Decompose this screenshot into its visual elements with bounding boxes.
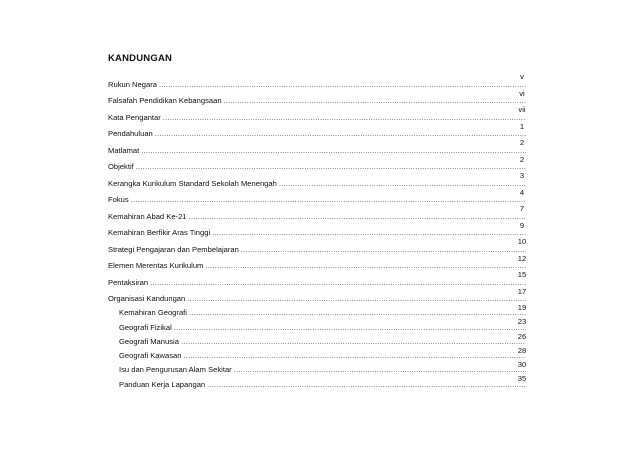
leader-dots	[189, 212, 526, 221]
toc-sub-entry-page: 35	[517, 374, 527, 384]
toc-entry[interactable]	[108, 138, 528, 155]
toc-entry[interactable]	[108, 171, 528, 188]
toc-sub-entry-page: 30	[517, 360, 527, 370]
toc-entry-page: 15	[517, 270, 527, 279]
toc-entry[interactable]	[108, 188, 528, 205]
leader-dots	[155, 129, 526, 138]
toc-entry-label: Organisasi Kandungan	[108, 294, 186, 303]
toc-sub-entry-label: Isu dan Pengurusan Alam Sekitar	[119, 365, 232, 375]
toc-entry[interactable]	[108, 122, 528, 139]
toc-entry-page: v	[520, 72, 524, 81]
toc-entry[interactable]	[108, 204, 528, 221]
leader-dots	[159, 80, 526, 89]
leader-dots	[174, 323, 526, 332]
toc-entry[interactable]	[108, 105, 528, 122]
toc-sub-entry-page: 23	[517, 317, 527, 327]
toc-entry-page: 9	[519, 220, 525, 230]
toc-sub-entry-page: 26	[517, 331, 527, 341]
toc-sub-entry[interactable]	[108, 360, 528, 374]
leader-dots	[205, 261, 526, 270]
toc-sub-entry[interactable]	[108, 317, 528, 331]
leader-dots	[224, 96, 526, 105]
leader-dots	[189, 308, 526, 317]
toc-sub-entry-page: 19	[517, 303, 527, 312]
leader-dots	[183, 351, 526, 360]
leader-dots	[131, 195, 526, 204]
toc-sub-entry-label: Panduan Kerja Lapangan	[119, 379, 206, 389]
toc-entry-page: 1	[519, 121, 525, 131]
toc-entry-label: Kata Pengantar	[108, 112, 161, 122]
toc-sub-entry-label: Geografi Fizikal	[119, 322, 172, 332]
toc-sub-entry-label: Geografi Kawasan	[119, 351, 182, 361]
leader-dots	[212, 228, 526, 237]
toc-entry[interactable]	[108, 155, 528, 172]
toc-entry[interactable]	[108, 254, 528, 271]
toc-entry-page: 17	[517, 286, 527, 296]
leader-dots	[181, 337, 526, 346]
toc-entry-label: Pentaksiran	[108, 277, 149, 287]
toc-entry-label: Kemahiran Berfikir Aras Tinggi	[108, 228, 211, 237]
toc-entry-label: Rukun Negara	[108, 79, 157, 89]
toc-entry-label: Matlamat	[108, 145, 140, 155]
toc-entry-page: 12	[517, 253, 527, 263]
toc-entry[interactable]	[108, 237, 528, 254]
toc-sub-entry-label: Kemahiran Geografi	[119, 308, 187, 318]
leader-dots	[241, 245, 526, 254]
toc-entry-page: 2	[519, 154, 525, 164]
toc-entry-page: 7	[519, 204, 525, 213]
toc-entry-label: Fokus	[108, 195, 129, 204]
toc-entry-page: 3	[519, 171, 525, 180]
leader-dots	[163, 113, 526, 122]
toc-entry-label: Kerangka Kurikulum Standard Sekolah Menengah	[108, 178, 277, 188]
toc-entry[interactable]	[108, 287, 528, 304]
toc-entry[interactable]	[108, 270, 528, 287]
toc-entry-label: Pendahuluan	[108, 129, 153, 138]
toc-sub-entry-page: 28	[517, 345, 527, 355]
toc-entry[interactable]	[108, 89, 528, 106]
toc-sub-entry[interactable]	[108, 332, 528, 346]
toc-entry-page: vi	[519, 88, 525, 98]
toc-entry-label: Kemahiran Abad Ke-21	[108, 211, 187, 221]
toc-list	[108, 72, 528, 389]
toc-entry-label: Strategi Pengajaran dan Pembelajaran	[108, 244, 239, 254]
toc-entry-page: 2	[519, 138, 525, 147]
leader-dots	[279, 179, 526, 188]
toc-entry-page: vii	[518, 105, 526, 114]
toc-entry-label: Elemen Merentas Kurikulum	[108, 261, 204, 270]
leader-dots	[150, 278, 526, 287]
toc-entry-label: Objektif	[108, 162, 134, 171]
toc-sub-entry[interactable]	[108, 303, 528, 317]
toc-entry-label: Falsafah Pendidikan Kebangsaan	[108, 96, 222, 105]
toc-entry[interactable]	[108, 221, 528, 238]
toc-entry-page: 4	[519, 187, 525, 197]
leader-dots	[187, 294, 526, 303]
page-title: KANDUNGAN	[108, 53, 173, 64]
toc-sub-entry[interactable]	[108, 346, 528, 360]
leader-dots	[141, 146, 526, 155]
toc-sub-entry[interactable]	[108, 374, 528, 388]
leader-dots	[234, 365, 526, 374]
toc-entry-page: 10	[517, 237, 527, 246]
toc-sub-entry-label: Geografi Manusia	[119, 336, 179, 346]
leader-dots	[136, 162, 526, 171]
leader-dots	[207, 380, 526, 389]
toc-entry[interactable]	[108, 72, 528, 89]
